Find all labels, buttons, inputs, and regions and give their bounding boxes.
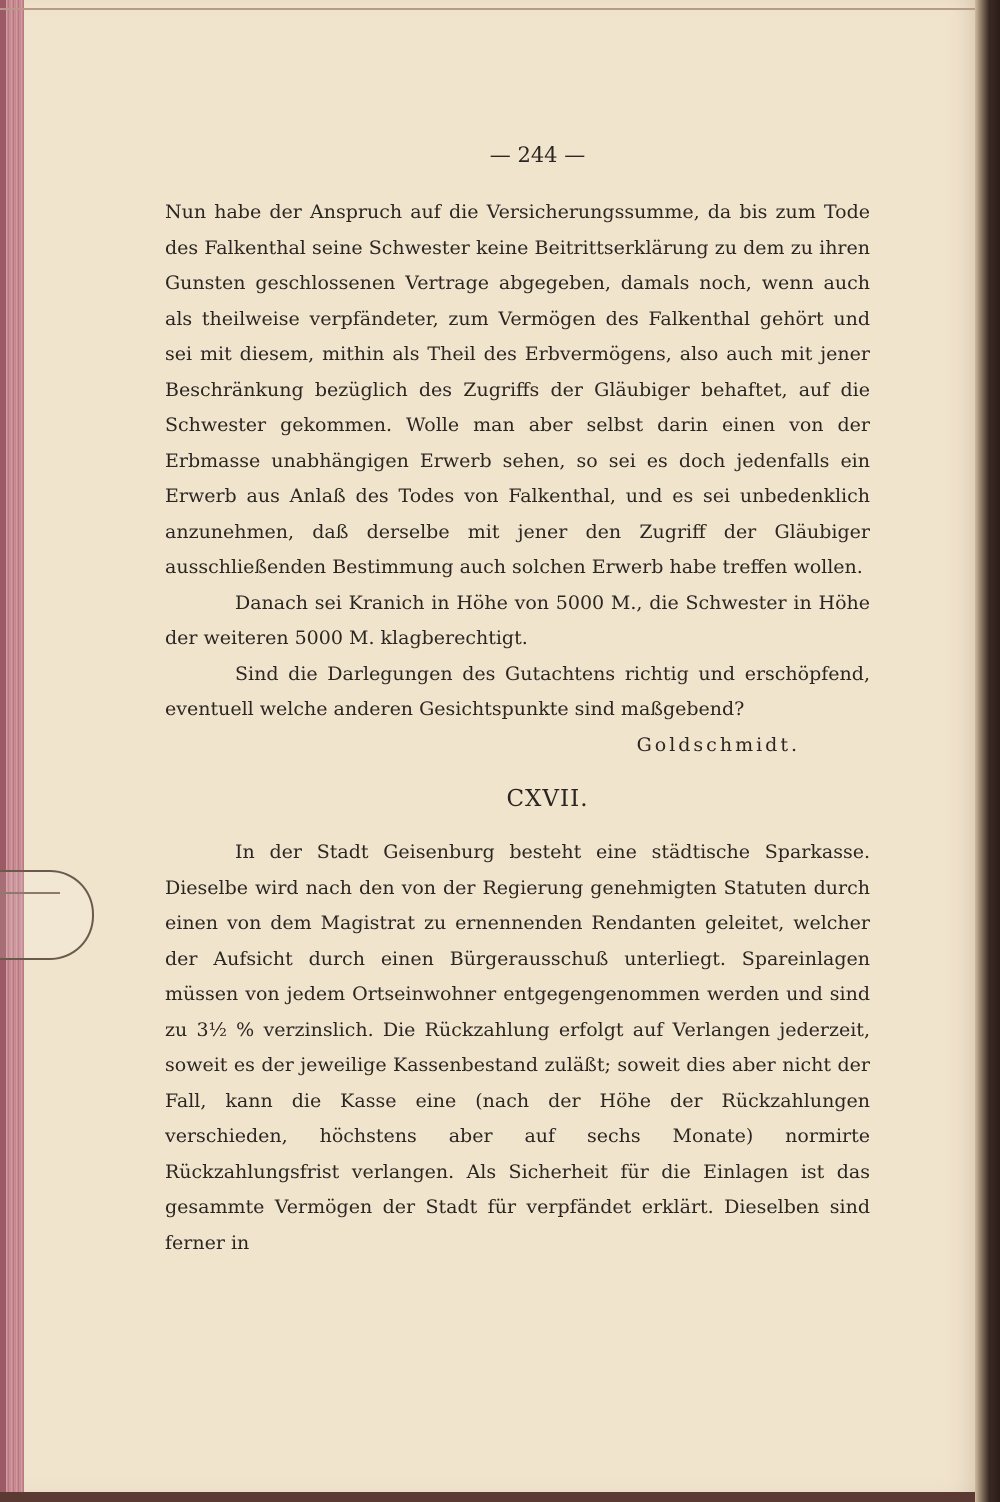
section-paragraph: In der Stadt Geisenburg besteht eine städtische Sparkasse. Dieselbe wird nach den von der Regierung genehmigten Statuten durch einen von dem Magistrat zu ernennenden Rendanten geleitet, welcher der Aufsicht durch einen Bürgerausschuß unterliegt. Spareinlagen müssen von jedem Ortseinwohner entgegengenommen werden und sind zu 3½ % verzinslich. Die Rückzahlung erfolgt auf Verlangen jederzeit, soweit es der jeweilige Kassenbestand zuläßt; soweit dies aber nicht der Fall, kann die Kasse eine (nach der Höhe der Rückzahlungen verschieden, höchstens aber auf sechs Monate) normirte Rückzahlungsfrist verlangen. Als Sicherheit für die Einlagen ist das gesammte Vermögen der Stadt für verpfändet erklärt. Dieselben sind ferner in xyxy=(165,841,870,1254)
page-edges-decoration xyxy=(0,0,24,1492)
top-edge-line xyxy=(0,8,975,10)
section-heading: CXVII. xyxy=(506,786,589,812)
paragraph-2: Danach sei Kranich in Höhe von 5000 M., die Schwester in Höhe der weiteren 5000 M. klagberechtigt. xyxy=(165,591,870,649)
book-spine-shadow xyxy=(975,0,1000,1502)
paper-clip-icon xyxy=(0,870,94,960)
clip-shadow-line xyxy=(0,892,60,894)
author-signature: Goldschmidt. xyxy=(636,733,800,756)
page-number: — 244 — xyxy=(489,143,586,167)
paragraph-3: Sind die Darlegungen des Gutachtens richtig und erschöpfend, eventuell welche anderen Gesichtspunkte sind maßgebend? xyxy=(165,662,870,720)
page-text-block xyxy=(165,135,870,1261)
paragraph-1: Nun habe der Anspruch auf die Versicherungssumme, da bis zum Tode des Falkenthal seine Schwester keine Beitrittserklärung zu dem zu ihren Gunsten geschlossenen Vertrage abgegeben, damals noch, wenn auch als theilweise verpfändeter, zum Vermögen des Falkenthal gehört und sei mit diesem, mithin als Theil des Erbvermögens, also auch mit jener Beschränkung bezüglich des Zugriffs der Gläubiger behaftet, auf die Schwester gekommen. Wolle man aber selbst darin einen von der Erbmasse unabhängigen Erwerb sehen, so sei es doch jedenfalls ein Erwerb aus Anlaß des Todes von Falkenthal, und es sei unbedenklich anzunehmen, daß derselbe mit jener den Zugriff der Gläubiger ausschließenden Bestimmung auch solchen Erwerb habe treffen wollen. xyxy=(165,201,870,578)
